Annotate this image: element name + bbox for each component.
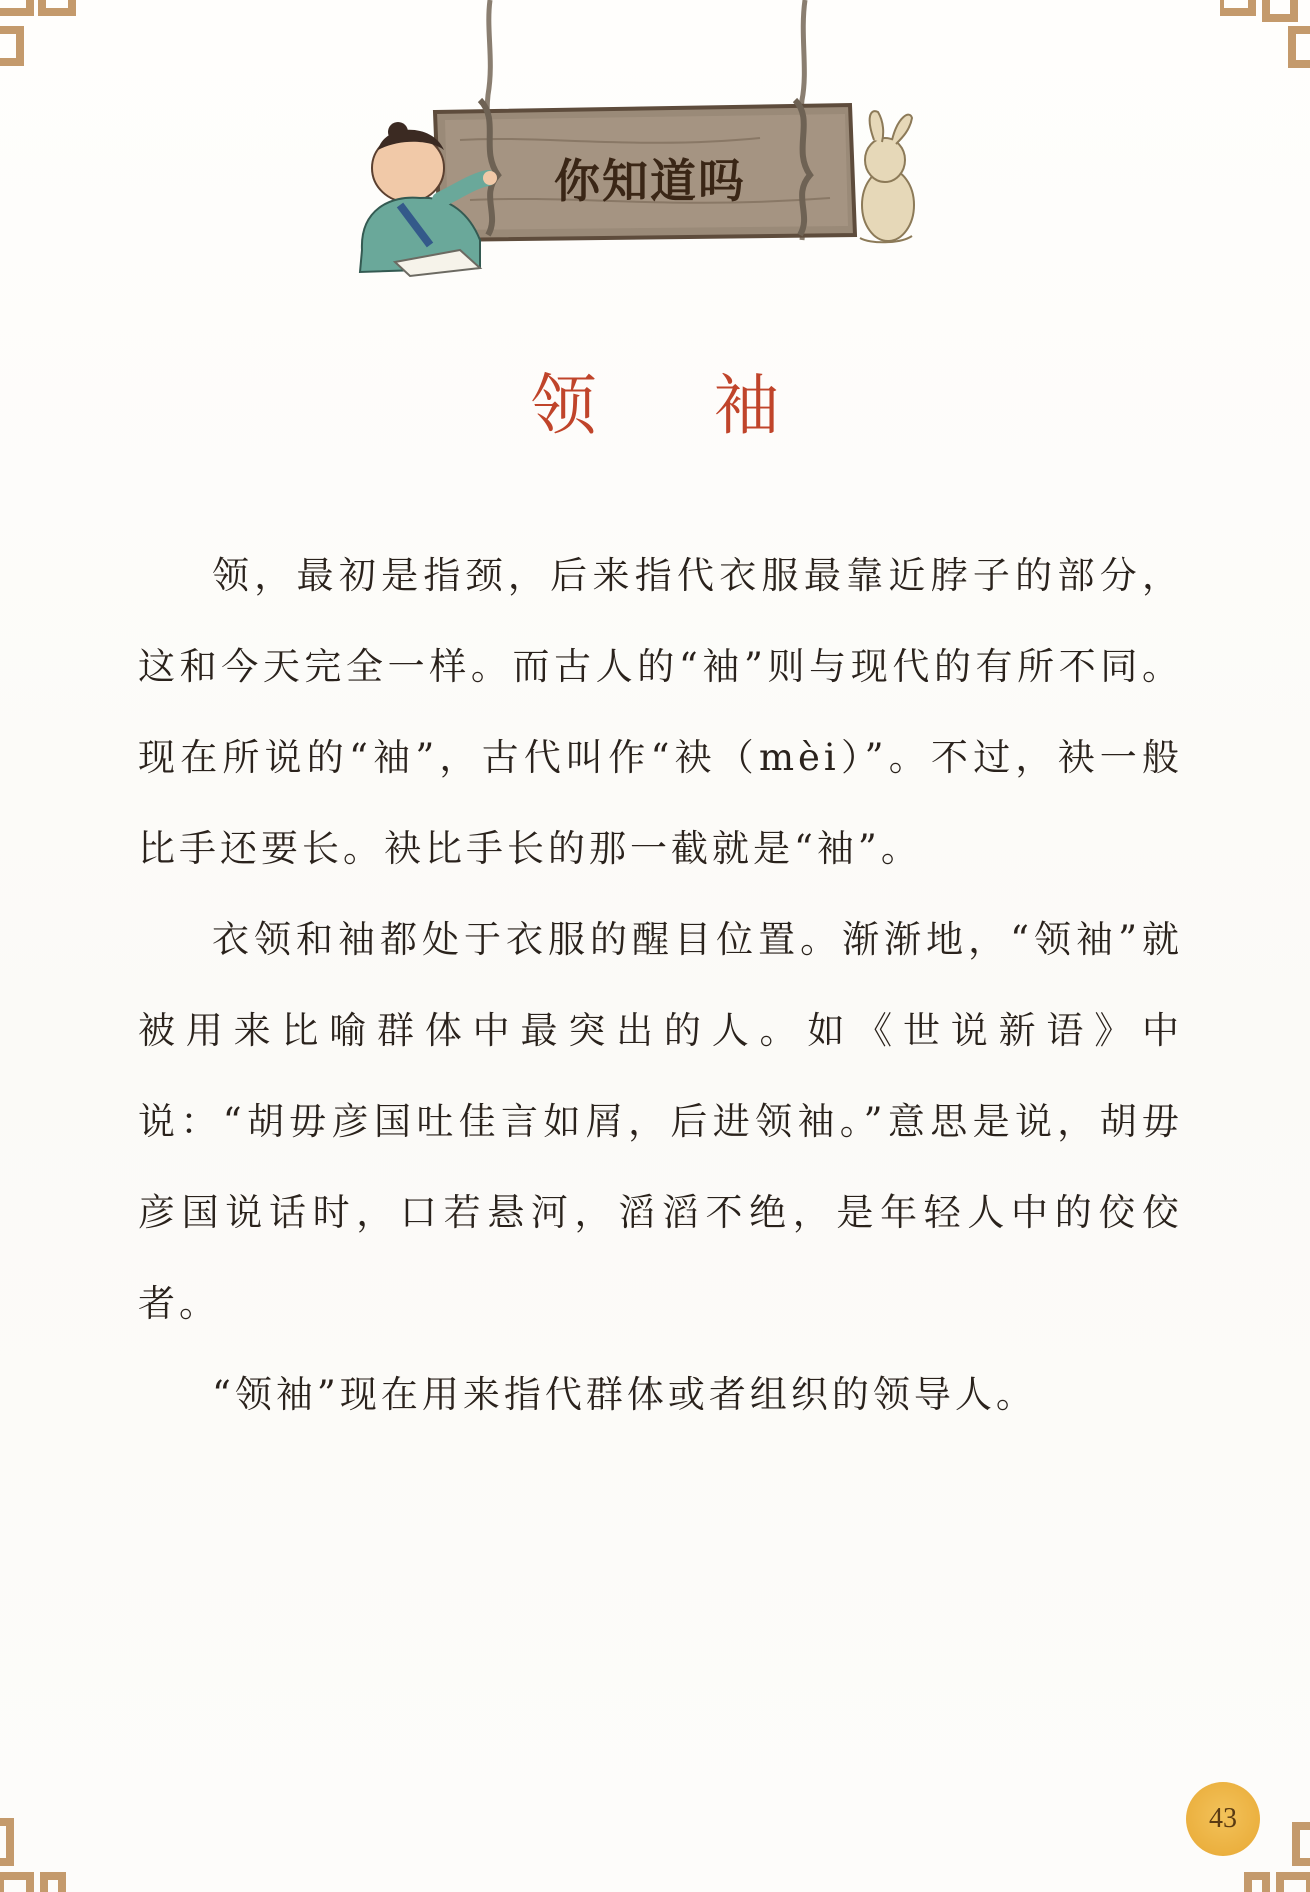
paragraph: 衣领和袖都处于衣服的醒目位置。渐渐地，“领袖”就被用来比喻群体中最突出的人。如《世说新语》中说：“胡毋彦国吐佳言如屑，后进领袖。”意思是说，胡毋彦国说话时，口若悬河，滔滔不绝，是年轻人中的佼佼者。 (138, 918, 1183, 1325)
page-number-badge: 43 (1186, 1782, 1260, 1856)
fret-pattern-icon (1220, 0, 1310, 90)
paragraph: “领袖”现在用来指代群体或者组织的领导人。 (212, 1373, 1037, 1416)
article-body (138, 530, 1183, 1440)
sign-heading: 你知道吗 (554, 154, 746, 208)
corner-ornament-top-right (1220, 0, 1310, 90)
corner-ornament-bottom-left (0, 1802, 90, 1892)
fret-pattern-icon (0, 0, 90, 90)
article-title: 领 袖 (530, 367, 828, 444)
fret-pattern-icon (0, 1802, 90, 1892)
paragraph: 领，最初是指颈，后来指代衣服最靠近脖子的部分，这和今天完全一样。而古人的“袖”则与现代的有所不同。现在所说的“袖”，古代叫作“袂（mèi）”。不过，袂一般比手还要长。袂比手长的那一截就是“袖”。 (138, 554, 1183, 870)
corner-ornament-top-left (0, 0, 90, 90)
